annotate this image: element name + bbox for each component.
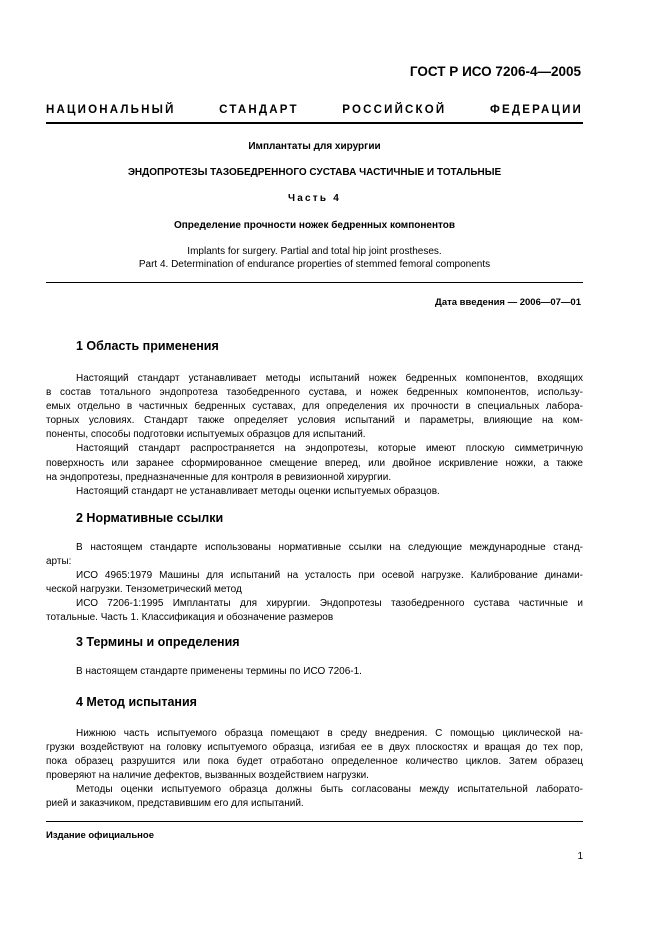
text-line: Методы оценки испытуемого образца должны быть согласованы между испытательной лаборато-	[76, 784, 583, 796]
section-body	[46, 727, 583, 812]
english-title-line: Implants for surgery. Partial and total hip joint prostheses.	[187, 246, 442, 257]
text-line: рией и заказчиком, представившим его для испытаний.	[46, 798, 304, 810]
footer-rule	[46, 821, 583, 822]
part-label: Часть 4	[288, 193, 341, 204]
section-heading: 2 Нормативные ссылки	[76, 511, 224, 525]
text-line: ИСО 4965:1979 Машины для испытаний на усталость при осевой нагрузке. Калибрование динами-	[76, 570, 583, 582]
text-line: поверхность или заранее сформированное смещение вперед, или двойное искривление ножки, а также	[46, 457, 583, 469]
text-line: грузки воздействуют на головку испытуемого образца, изгибая ее в двух плоскостях и вращая до тех пор,	[46, 742, 583, 754]
standard-title-word: СТАНДАРТ	[219, 104, 299, 116]
section-body	[46, 541, 583, 626]
part-title: Определение прочности ножек бедренных компонентов	[173, 220, 455, 231]
text-line: В настоящем стандарте применены термины по ИСО 7206-1.	[76, 666, 362, 677]
text-line: арты:	[46, 556, 72, 568]
text-line: на эндопротезы, предназначенные для контроля в ревизионной хирургии.	[46, 471, 392, 483]
document-code: ГОСТ Р ИСО 7206-4—2005	[409, 64, 581, 79]
standard-title-word: НАЦИОНАЛЬНЫЙ	[46, 104, 176, 116]
header-rule	[46, 122, 583, 124]
section-heading: 4 Метод испытания	[76, 695, 197, 709]
english-title-line: Part 4. Determination of endurance properties of stemmed femoral components	[138, 259, 491, 270]
text-line: Настоящий стандарт распространяется на эндопротезы, которые имеют плоскую симметричную	[76, 443, 583, 455]
text-line: проверяют на наличие дефектов, вызванных воздействием нагрузки.	[46, 770, 369, 782]
section-body	[46, 372, 583, 499]
text-line: в состав тотального эндопротеза тазобедренного сустава, и ножек бедренных компонентов, использу-	[46, 387, 583, 399]
text-line: Нижнюю часть испытуемого образца помещают в среду внедрения. С помощью циклической на-	[76, 728, 583, 739]
standard-title-word: РОССИЙСКОЙ	[342, 104, 447, 116]
text-line: поненты, способы подготовки испытуемых образцов для испытаний.	[46, 429, 366, 441]
section-body	[46, 665, 583, 679]
title-rule	[46, 282, 583, 283]
text-line: тотальные. Часть 1. Классификация и обозначение размеров	[46, 612, 334, 624]
standard-title-word: ФЕДЕРАЦИИ	[489, 104, 583, 116]
main-title: ЭНДОПРОТЕЗЫ ТАЗОБЕДРЕННОГО СУСТАВА ЧАСТИЧНЫЕ И ТОТАЛЬНЫЕ	[127, 167, 502, 178]
introduction-date: Дата введения — 2006—07—01	[435, 297, 581, 308]
text-line: Настоящий стандарт устанавливает методы испытаний ножек бедренных компонентов, входящих	[76, 373, 583, 384]
text-line: В настоящем стандарте использованы нормативные ссылки на следующие международные станд-	[76, 542, 583, 553]
section-heading: 1 Область применения	[76, 339, 219, 353]
section-heading: 3 Термины и определения	[76, 635, 240, 649]
page-number: 1	[577, 851, 583, 862]
text-line: емых отдельно в частичных бедренных суставах, для определения их прочности в специальных лабора-	[46, 401, 583, 413]
subject-title: Имплантаты для хирургии	[248, 141, 381, 152]
text-line: ИСО 7206-1:1995 Имплантаты для хирургии. Эндопротезы тазобедренного сустава частичные и	[76, 598, 583, 610]
text-line: Настоящий стандарт не устанавливает методы оценки испытуемых образцов.	[76, 485, 440, 497]
standard-title	[46, 104, 583, 116]
text-line: торных условиях. Стандарт также определяет условия испытаний и параметры, влияющие на ком-	[46, 415, 583, 427]
text-line: пока образец разрушится или пока будет отработано определенное количество циклов. Затем образец	[46, 756, 583, 768]
text-line: ческой нагрузки. Тензометрический метод	[46, 584, 242, 596]
edition-label: Издание официальное	[46, 830, 154, 841]
